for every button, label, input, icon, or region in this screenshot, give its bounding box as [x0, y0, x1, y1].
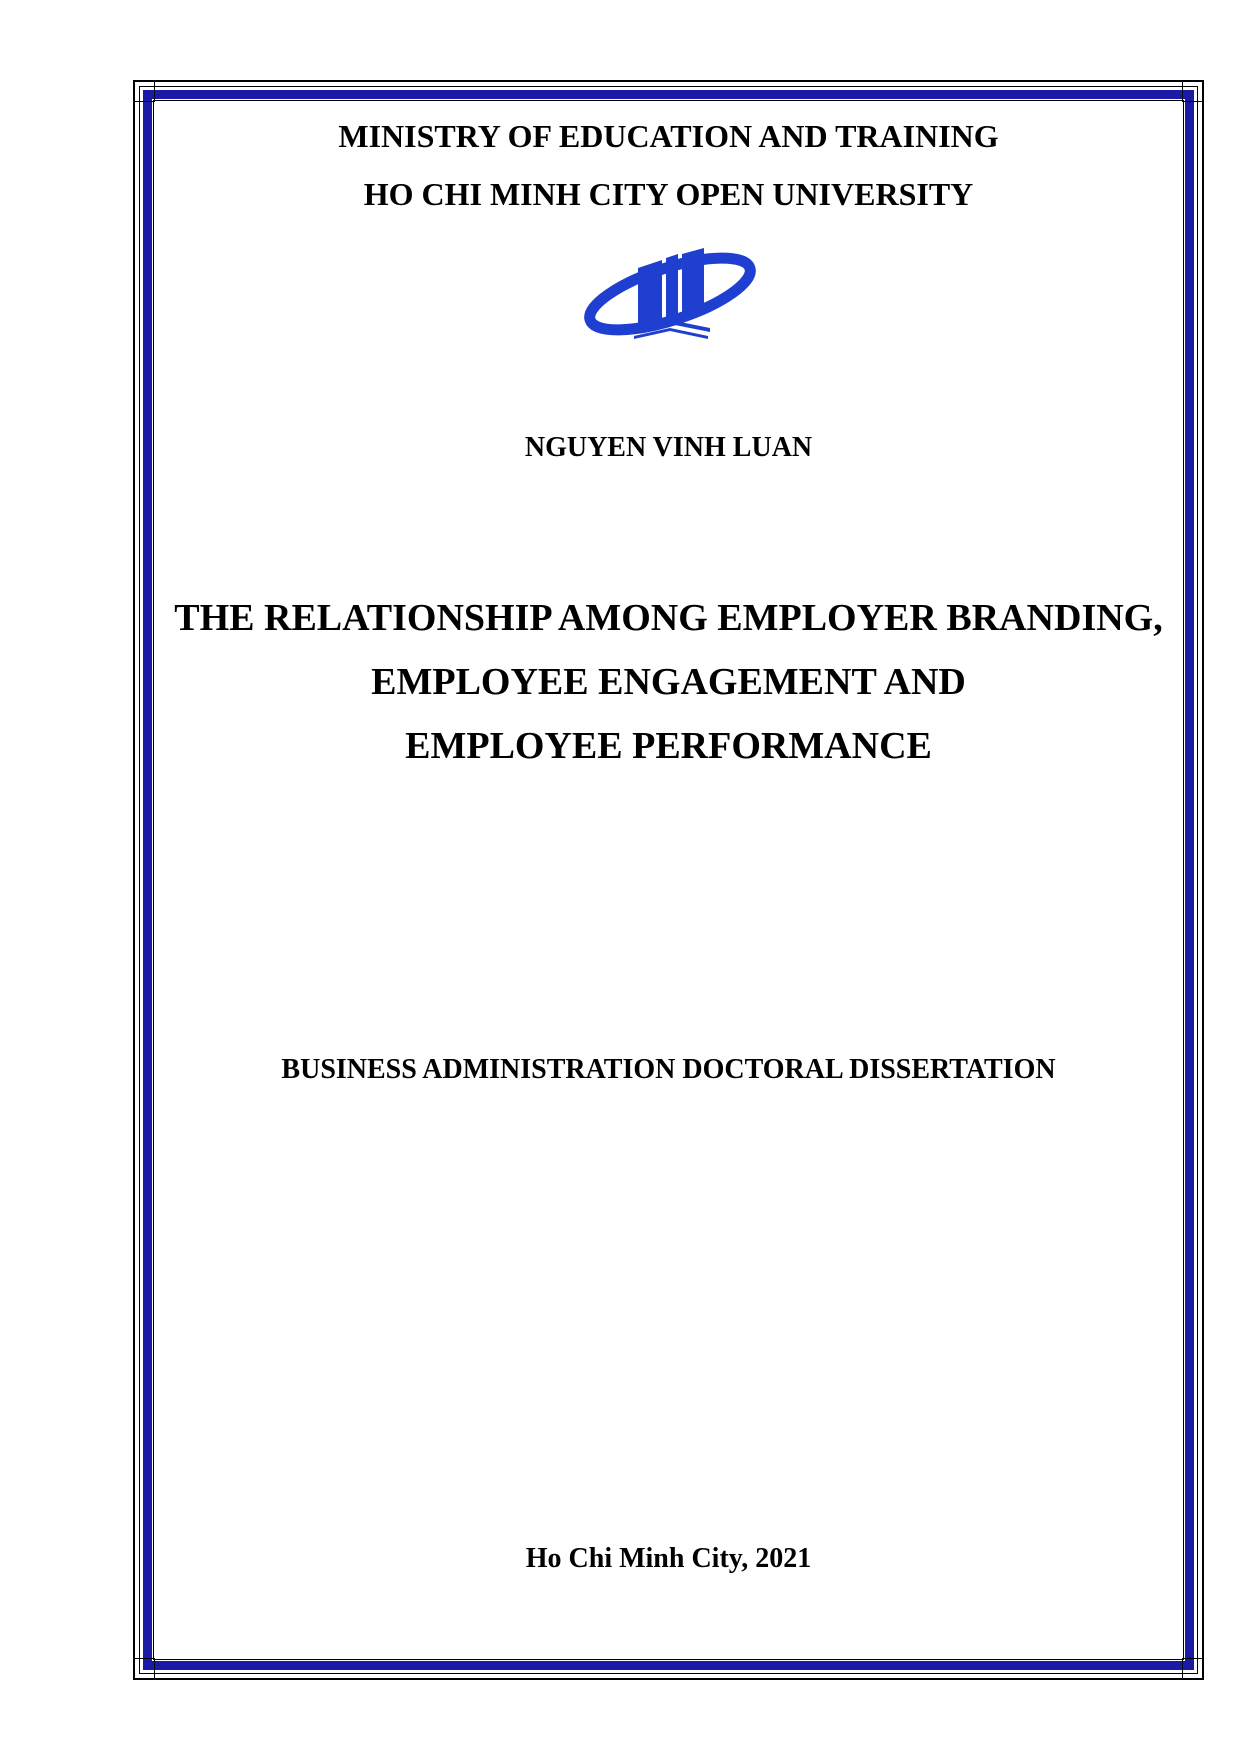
- dissertation-title-line: THE RELATIONSHIP AMONG EMPLOYER BRANDING,: [174, 597, 1163, 639]
- author-name: NGUYEN VINH LUAN: [524, 432, 813, 463]
- degree-label: BUSINESS ADMINISTRATION DOCTORAL DISSERTATION: [281, 1054, 1056, 1085]
- ministry-heading: MINISTRY OF EDUCATION AND TRAINING: [338, 118, 999, 154]
- border-corner-bottom-left: [133, 1658, 155, 1680]
- university-logo-icon: [580, 244, 760, 344]
- dissertation-title-line: EMPLOYEE PERFORMANCE: [405, 725, 932, 767]
- border-corner-bottom-right: [1182, 1658, 1204, 1680]
- dissertation-title-line: EMPLOYEE ENGAGEMENT AND: [371, 661, 966, 703]
- university-heading: HO CHI MINH CITY OPEN UNIVERSITY: [363, 176, 974, 212]
- border-corner-top-left: [133, 80, 155, 102]
- place-and-year: Ho Chi Minh City, 2021: [525, 1543, 812, 1574]
- border-corner-top-right: [1182, 80, 1204, 102]
